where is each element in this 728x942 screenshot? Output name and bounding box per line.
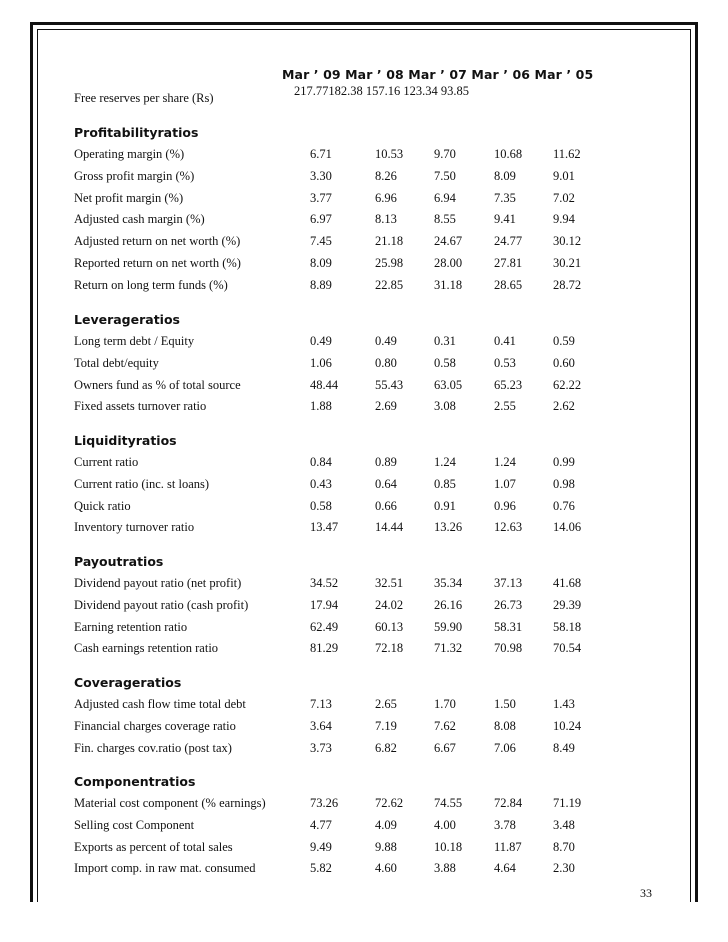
row-value: 65.23 bbox=[494, 377, 523, 392]
row-value: 31.18 bbox=[434, 277, 463, 292]
table-row bbox=[0, 256, 728, 272]
row-value: 59.90 bbox=[434, 619, 463, 634]
row-label: Owners fund as % of total source bbox=[74, 377, 241, 392]
row-value: 72.18 bbox=[375, 641, 404, 656]
table-row bbox=[0, 278, 728, 294]
row-value: 8.09 bbox=[494, 168, 516, 183]
row-value: 0.41 bbox=[494, 334, 516, 348]
row-value: 55.43 bbox=[375, 377, 404, 392]
table-row bbox=[0, 399, 728, 415]
row-value: 1.06 bbox=[310, 355, 332, 370]
row-value: 3.78 bbox=[494, 817, 516, 832]
row-value: 0.85 bbox=[434, 476, 456, 491]
section-title-payout: Payoutratios bbox=[74, 554, 164, 569]
row-value: 26.73 bbox=[494, 597, 523, 612]
row-value: 3.73 bbox=[310, 740, 332, 755]
row-label: Fin. charges cov.ratio (post tax) bbox=[74, 740, 232, 755]
row-label: Fixed assets turnover ratio bbox=[74, 399, 207, 414]
row-value: 37.13 bbox=[494, 576, 523, 590]
row-value: 71.32 bbox=[434, 641, 463, 656]
row-value: 3.64 bbox=[310, 718, 332, 733]
row-value: 9.94 bbox=[553, 212, 575, 227]
row-label: Long term debt / Equity bbox=[74, 334, 195, 348]
row-value: 4.09 bbox=[375, 817, 397, 832]
row-value: 70.54 bbox=[553, 641, 582, 656]
row-value: 6.67 bbox=[434, 740, 456, 755]
row-value: 0.64 bbox=[375, 476, 397, 491]
table-row bbox=[0, 861, 728, 877]
row-value: 2.62 bbox=[553, 399, 575, 414]
row-value: 30.12 bbox=[553, 234, 582, 249]
row-value: 24.67 bbox=[434, 234, 463, 249]
row-label: Total debt/equity bbox=[74, 355, 159, 370]
row-value: 70.98 bbox=[494, 641, 523, 656]
row-value: 27.81 bbox=[494, 256, 523, 270]
row-value: 17.94 bbox=[310, 597, 339, 612]
row-value: 5.82 bbox=[310, 861, 332, 876]
table-row bbox=[0, 576, 728, 592]
row-value: 2.69 bbox=[375, 399, 397, 414]
row-label: Adjusted return on net worth (%) bbox=[74, 234, 241, 249]
row-value: 10.18 bbox=[434, 839, 463, 854]
table-row bbox=[0, 620, 728, 636]
row-value: 0.58 bbox=[434, 355, 456, 370]
table-row bbox=[0, 598, 728, 614]
row-label: Import comp. in raw mat. consumed bbox=[74, 861, 256, 876]
row-value: 21.18 bbox=[375, 234, 404, 249]
row-value: 24.77 bbox=[494, 234, 523, 249]
row-label: Material cost component (% earnings) bbox=[74, 796, 266, 810]
row-value: 73.26 bbox=[310, 796, 339, 810]
row-value: 63.05 bbox=[434, 377, 463, 392]
table-row bbox=[0, 169, 728, 185]
row-value: 0.66 bbox=[375, 498, 397, 513]
row-value: 3.08 bbox=[434, 399, 456, 414]
row-value: 0.49 bbox=[375, 334, 397, 348]
row-value: 4.00 bbox=[434, 817, 456, 832]
row-value: 4.64 bbox=[494, 861, 516, 876]
row-value: 0.89 bbox=[375, 455, 397, 469]
row-value: 6.82 bbox=[375, 740, 397, 755]
row-value: 6.96 bbox=[375, 190, 397, 205]
row-value: 7.50 bbox=[434, 168, 456, 183]
row-value: 4.60 bbox=[375, 861, 397, 876]
table-row bbox=[0, 697, 728, 713]
table-row bbox=[0, 741, 728, 757]
row-value: 25.98 bbox=[375, 256, 404, 270]
row-value: 8.08 bbox=[494, 718, 516, 733]
row-value: 0.43 bbox=[310, 476, 332, 491]
row-value: 1.24 bbox=[494, 455, 516, 469]
table-row bbox=[0, 719, 728, 735]
row-value: 58.31 bbox=[494, 619, 523, 634]
row-value: 81.29 bbox=[310, 641, 339, 656]
row-value: 7.06 bbox=[494, 740, 516, 755]
row-label: Selling cost Component bbox=[74, 817, 195, 832]
section-title-liquidity: Liquidityratios bbox=[74, 433, 177, 448]
row-value: 7.02 bbox=[553, 190, 575, 205]
row-value: 24.02 bbox=[375, 597, 404, 612]
row-value: 11.87 bbox=[494, 839, 522, 854]
row-label: Gross profit margin (%) bbox=[74, 168, 195, 183]
row-value: 0.59 bbox=[553, 334, 575, 348]
row-value: 1.70 bbox=[434, 697, 456, 711]
row-label: Current ratio bbox=[74, 455, 139, 469]
row-label: Quick ratio bbox=[74, 498, 131, 513]
table-row bbox=[0, 477, 728, 493]
row-value: 8.55 bbox=[434, 212, 456, 227]
row-label: Reported return on net worth (%) bbox=[74, 256, 241, 270]
row-value: 0.58 bbox=[310, 498, 332, 513]
row-value: 7.45 bbox=[310, 234, 332, 249]
row-value: 3.48 bbox=[553, 817, 575, 832]
row-value: 7.62 bbox=[434, 718, 456, 733]
row-value: 2.65 bbox=[375, 697, 397, 711]
row-value: 58.18 bbox=[553, 619, 582, 634]
row-label: Return on long term funds (%) bbox=[74, 277, 228, 292]
row-label: Net profit margin (%) bbox=[74, 190, 184, 205]
row-value: 9.70 bbox=[434, 147, 456, 161]
table-row bbox=[0, 378, 728, 394]
row-value: 8.13 bbox=[375, 212, 397, 227]
section-title-profitability: Profitabilityratios bbox=[74, 125, 199, 140]
row-value: 35.34 bbox=[434, 576, 463, 590]
table-row bbox=[0, 796, 728, 812]
row-label: Earning retention ratio bbox=[74, 619, 188, 634]
row-value: 2.30 bbox=[553, 861, 575, 876]
row-label: Operating margin (%) bbox=[74, 147, 185, 161]
row-value: 60.13 bbox=[375, 619, 404, 634]
row-value: 13.47 bbox=[310, 520, 339, 535]
table-row bbox=[0, 641, 728, 657]
row-label: Cash earnings retention ratio bbox=[74, 641, 219, 656]
row-value: 0.98 bbox=[553, 476, 575, 491]
row-value: 41.68 bbox=[553, 576, 582, 590]
row-value: 7.35 bbox=[494, 190, 516, 205]
row-value: 0.53 bbox=[494, 355, 516, 370]
row-label: Dividend payout ratio (net profit) bbox=[74, 576, 242, 590]
year-column-headers: Mar ’ 09 Mar ’ 08 Mar ’ 07 Mar ’ 06 Mar ’ 05 bbox=[282, 67, 594, 82]
page-number: 33 bbox=[640, 886, 652, 900]
table-row bbox=[0, 234, 728, 250]
row-value: 30.21 bbox=[553, 256, 582, 270]
table-row bbox=[0, 212, 728, 228]
table-row bbox=[0, 455, 728, 471]
row-value: 26.16 bbox=[434, 597, 463, 612]
row-value: 1.50 bbox=[494, 697, 516, 711]
row-value: 4.77 bbox=[310, 817, 332, 832]
row-value: 0.60 bbox=[553, 355, 575, 370]
row-value: 32.51 bbox=[375, 576, 404, 590]
row-value: 29.39 bbox=[553, 597, 582, 612]
row-value: 8.09 bbox=[310, 256, 332, 270]
row-value: 8.70 bbox=[553, 839, 575, 854]
row-value: 0.84 bbox=[310, 455, 332, 469]
row-value: 0.99 bbox=[553, 455, 575, 469]
row-value: 14.06 bbox=[553, 520, 582, 535]
row-value: 28.65 bbox=[494, 277, 523, 292]
table-row bbox=[0, 520, 728, 536]
table-row bbox=[0, 499, 728, 515]
row-value: 12.63 bbox=[494, 520, 523, 535]
row-value: 7.19 bbox=[375, 718, 397, 733]
table-row bbox=[0, 818, 728, 834]
row-value: 3.30 bbox=[310, 168, 332, 183]
row-value: 10.53 bbox=[375, 147, 404, 161]
row-value: 7.13 bbox=[310, 697, 332, 711]
row-value: 1.88 bbox=[310, 399, 332, 414]
row-value: 71.19 bbox=[553, 796, 582, 810]
row-value: 9.49 bbox=[310, 839, 332, 854]
section-title-leverage: Leverageratios bbox=[74, 312, 180, 327]
table-row bbox=[0, 840, 728, 856]
row-label: Exports as percent of total sales bbox=[74, 839, 233, 854]
row-value: 6.97 bbox=[310, 212, 332, 227]
row-value: 8.49 bbox=[553, 740, 575, 755]
row-value: 11.62 bbox=[553, 147, 581, 161]
row-label: Inventory turnover ratio bbox=[74, 520, 195, 535]
row-value: 10.68 bbox=[494, 147, 523, 161]
row-value: 22.85 bbox=[375, 277, 404, 292]
row-label: Adjusted cash margin (%) bbox=[74, 212, 205, 227]
row-value: 8.26 bbox=[375, 168, 397, 183]
row-value: 72.84 bbox=[494, 796, 523, 810]
row-value: 6.71 bbox=[310, 147, 332, 161]
row-value: 3.77 bbox=[310, 190, 332, 205]
row-value: 34.52 bbox=[310, 576, 339, 590]
row-value: 2.55 bbox=[494, 399, 516, 414]
row-value: 1.24 bbox=[434, 455, 456, 469]
row-label: Current ratio (inc. st loans) bbox=[74, 476, 210, 491]
section-title-coverage: Coverageratios bbox=[74, 675, 182, 690]
row-value: 48.44 bbox=[310, 377, 339, 392]
free-reserves-label: Free reserves per share (Rs) bbox=[74, 91, 214, 105]
row-value: 74.55 bbox=[434, 796, 463, 810]
row-value: 28.72 bbox=[553, 277, 582, 292]
row-value: 0.49 bbox=[310, 334, 332, 348]
row-value: 9.41 bbox=[494, 212, 516, 227]
table-row bbox=[0, 191, 728, 207]
row-value: 6.94 bbox=[434, 190, 456, 205]
row-value: 1.07 bbox=[494, 476, 516, 491]
table-row bbox=[0, 147, 728, 163]
row-value: 28.00 bbox=[434, 256, 463, 270]
row-label: Dividend payout ratio (cash profit) bbox=[74, 597, 249, 612]
row-value: 0.76 bbox=[553, 498, 575, 513]
row-value: 13.26 bbox=[434, 520, 463, 535]
row-label: Adjusted cash flow time total debt bbox=[74, 697, 246, 711]
row-value: 9.88 bbox=[375, 839, 397, 854]
row-value: 72.62 bbox=[375, 796, 404, 810]
row-value: 1.43 bbox=[553, 697, 575, 711]
row-value: 0.96 bbox=[494, 498, 516, 513]
row-value: 0.31 bbox=[434, 334, 456, 348]
row-value: 62.22 bbox=[553, 377, 582, 392]
row-value: 9.01 bbox=[553, 168, 575, 183]
row-value: 10.24 bbox=[553, 718, 582, 733]
row-label: Financial charges coverage ratio bbox=[74, 718, 236, 733]
row-value: 62.49 bbox=[310, 619, 339, 634]
row-value: 0.91 bbox=[434, 498, 456, 513]
row-value: 14.44 bbox=[375, 520, 404, 535]
table-row bbox=[0, 334, 728, 350]
row-value: 8.89 bbox=[310, 277, 332, 292]
row-value: 0.80 bbox=[375, 355, 397, 370]
section-title-component: Componentratios bbox=[74, 774, 196, 789]
table-row bbox=[0, 356, 728, 372]
row-value: 3.88 bbox=[434, 861, 456, 876]
free-reserves-values: 217.77182.38 157.16 123.34 93.85 bbox=[294, 84, 469, 98]
